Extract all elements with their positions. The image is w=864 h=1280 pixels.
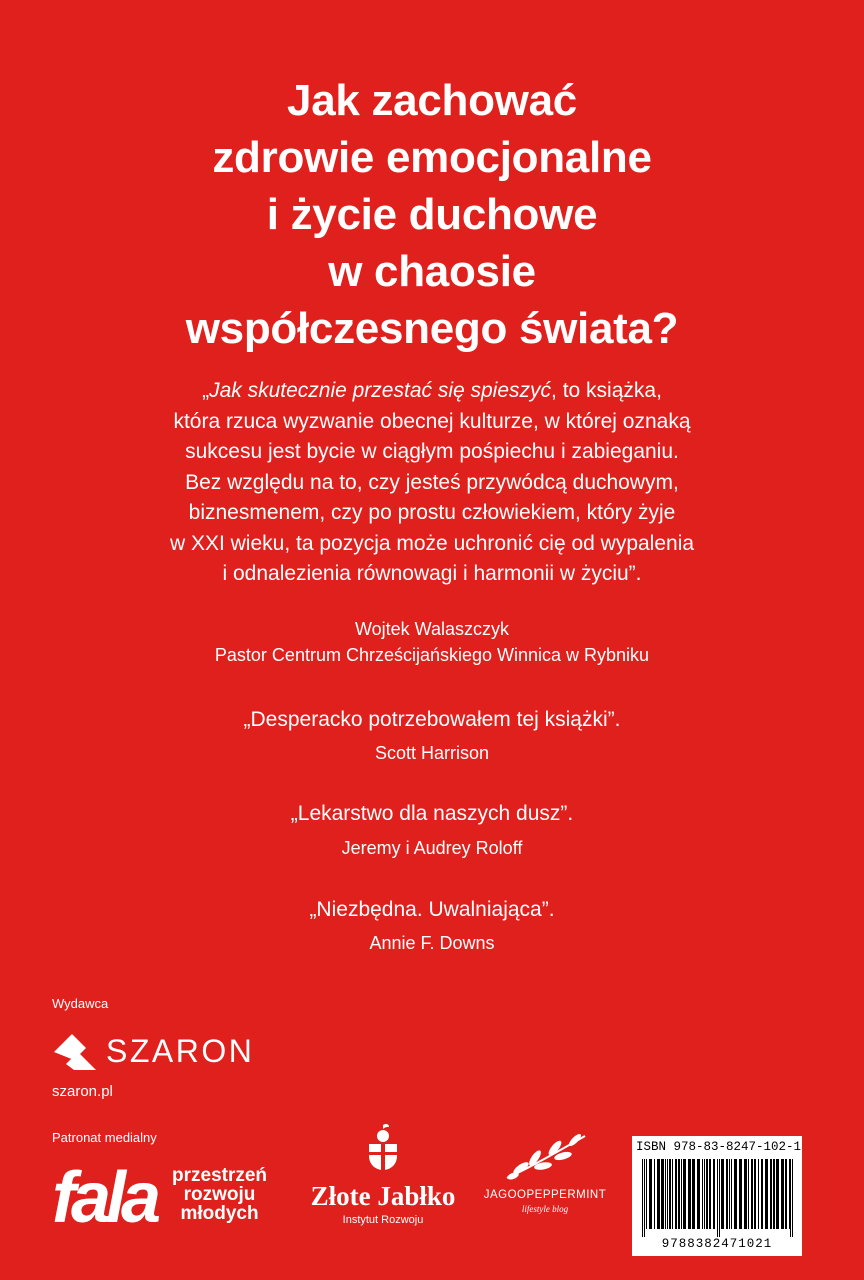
barcode-bars — [640, 1159, 796, 1237]
barcode-bar — [739, 1159, 742, 1229]
barcode-bar — [770, 1159, 772, 1229]
barcode-bar — [667, 1159, 668, 1229]
barcode-bar — [789, 1159, 790, 1229]
barcode-bar — [665, 1159, 666, 1229]
barcode-guard-bar — [717, 1159, 718, 1237]
barcode-bar — [672, 1159, 673, 1229]
barcode-guard-bar — [719, 1159, 720, 1237]
isbn-barcode — [632, 1136, 802, 1256]
barcode-bar — [706, 1159, 708, 1229]
isbn-number: ISBN 978-83-8247-102-1 — [636, 1140, 802, 1154]
barcode-bar — [785, 1159, 787, 1229]
barcode-bar — [649, 1159, 652, 1229]
headline — [0, 72, 864, 357]
publisher-name: SZARON — [106, 1033, 255, 1069]
headline-line: Jak zachować — [287, 76, 577, 125]
quote-author — [0, 835, 864, 861]
quote-line: sukcesu jest bycie w ciągłym pośpiechu i zabieganiu. — [185, 440, 679, 463]
logo-line: młodych — [180, 1203, 259, 1224]
logo-line: rozwoju — [183, 1184, 256, 1205]
quote-author-role: Pastor Centrum Chrześcijańskiego Winnica w Rybniku — [214, 645, 650, 665]
barcode-guard-bar — [642, 1159, 643, 1237]
barcode-bar — [765, 1159, 768, 1229]
headline-line: zdrowie emocjonalne — [212, 133, 652, 182]
quote-author-name: Annie F. Downs — [369, 933, 495, 953]
barcode-bar — [692, 1159, 695, 1229]
barcode-bar — [721, 1159, 724, 1229]
open-quote-mark: „ — [202, 379, 210, 402]
barcode-bar — [758, 1159, 759, 1229]
quote-author-name: Jeremy i Audrey Roloff — [341, 838, 523, 858]
quote-line: i odnalezienia równowagi i harmonii w życiu”. — [222, 562, 642, 585]
barcode-bar — [654, 1159, 655, 1229]
zlote-jablko-logo — [296, 1122, 470, 1226]
barcode-bar — [669, 1159, 671, 1229]
main-endorsement-quote — [0, 376, 864, 590]
barcode-bar — [657, 1159, 660, 1229]
headline-line: i życie duchowe — [266, 190, 598, 239]
zlote-jablko-name: Złote Jabłko — [310, 1181, 456, 1211]
jagoopeppermint-name: JAGOOPEPPERMINT — [483, 1189, 607, 1201]
short-quote: „Niezbędna. Uwalniająca”. — [309, 898, 555, 921]
barcode-bar — [683, 1159, 686, 1229]
quote-author: Wojtek Walaszczyk — [354, 619, 510, 639]
barcode-bar — [748, 1159, 749, 1229]
quote-line: która rzuca wyzwanie obecnej kulturze, w której oznaką — [173, 409, 691, 433]
fala-logo: fala — [52, 1158, 157, 1238]
publisher-logo — [52, 1030, 262, 1080]
barcode-bar — [709, 1159, 711, 1229]
barcode-bar — [776, 1159, 779, 1229]
headline-line: współczesnego świata? — [185, 304, 679, 353]
barcode-bar — [697, 1159, 700, 1229]
zlote-jablko-subtitle: Instytut Rozwoju — [342, 1214, 424, 1226]
quote-line: biznesmenem, czy po prostu człowiekiem, który żyje — [188, 501, 676, 524]
quote-line: w XXI wieku, ta pozycja może uchronić cię od wypalenia — [169, 531, 695, 555]
book-title-italic: Jak skutecznie przestać się spieszyć — [209, 379, 552, 402]
przestrzen-rozwoju-mlodych-logo — [172, 1166, 267, 1223]
barcode-bar — [773, 1159, 775, 1229]
main-quote-attribution — [0, 616, 864, 668]
barcode-guard-bar — [792, 1159, 793, 1237]
short-quote: „Desperacko potrzebowałem tej książki”. — [243, 708, 621, 731]
barcode-bar — [713, 1159, 715, 1229]
barcode-bar — [704, 1159, 705, 1229]
barcode-bar — [781, 1159, 784, 1229]
barcode-bar — [688, 1159, 691, 1229]
quote-line — [0, 376, 864, 407]
barcode-bar — [646, 1159, 647, 1229]
headline-line: w chaosie — [328, 247, 536, 296]
quote-author — [0, 930, 864, 956]
jagoopeppermint-logo — [480, 1132, 610, 1214]
short-quote: „Lekarstwo dla naszych dusz”. — [290, 802, 574, 825]
barcode-bar — [761, 1159, 763, 1229]
olive-branch-icon — [499, 1132, 591, 1182]
barcode-bar — [744, 1159, 747, 1229]
apple-emblem-icon — [365, 1122, 401, 1172]
logo-line: przestrzeń — [172, 1165, 268, 1186]
barcode-digits: 9788382471021 — [661, 1237, 773, 1251]
barcode-bar — [734, 1159, 737, 1229]
barcode-guard-bar — [790, 1159, 791, 1237]
barcode-bar — [751, 1159, 753, 1229]
quote-author — [0, 740, 864, 766]
quote-line: Bez względu na to, czy jesteś przywódcą duchowym, — [185, 470, 679, 494]
publisher-url[interactable]: szaron.pl — [52, 1083, 113, 1100]
jagoopeppermint-subtitle: lifestyle blog — [521, 1204, 569, 1214]
barcode-bar — [681, 1159, 682, 1229]
barcode-guard-bar — [644, 1159, 645, 1237]
barcode-bar — [729, 1159, 730, 1229]
media-patron-label: Patronat medialny — [52, 1130, 157, 1145]
barcode-bar — [754, 1159, 756, 1229]
barcode-bar — [661, 1159, 664, 1229]
barcode-bar — [702, 1159, 703, 1229]
barcode-bar — [675, 1159, 677, 1229]
barcode-bar — [726, 1159, 728, 1229]
barcode-bar — [731, 1159, 732, 1229]
barcode-bar — [678, 1159, 680, 1229]
publisher-label: Wydawca — [52, 996, 109, 1011]
szaron-logo-icon — [52, 1030, 98, 1074]
quote-author-name: Scott Harrison — [374, 743, 490, 763]
quote-line-rest: , to książka, — [551, 379, 662, 402]
